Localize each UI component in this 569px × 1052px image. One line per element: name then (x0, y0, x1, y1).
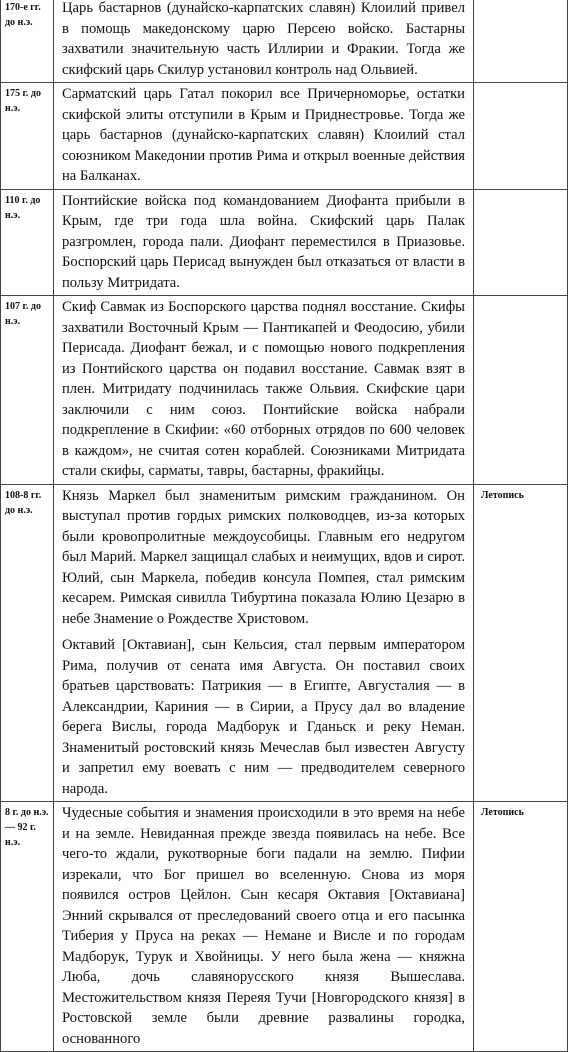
date-cell: 108-8 гг. до н.э. (1, 484, 54, 802)
paragraph: Сарматский царь Гатал покорил все Причерноморье, остатки скифской элиты отступили в Крым и Приднестровье. Тогда же царь бастарнов (дунайско-карпатских славян) Клоилий стал союзником Македонии против Рима и открыл военные действия на Балканах. (62, 86, 465, 184)
paragraph: Чудесные события и знамения происходили в это время на небе и на земле. Невиданная прежде звезда появилась на небе. Все чего-то ждали, рукотворные боги падали на землю. Пифии изрекали, что Бог пришел во вселенную. Снова из моря появился остров Цейлон. Сын кесаря Октавия [Октавиана] Энний скрывался от преследований своего отца и его пасынка Тиберия у Пруса на реках — Немане и Висле и по городам Мадборук, Турук и Хвойницы. У него была жена — княжна Люба, дочь славянорусского князя Вышеслава. Местожительством князя Переяя Тучи [Новгородского князя] в Ростовской земле были древние развалины городка, основанного (62, 805, 465, 1047)
table-row (1, 189, 568, 296)
date-cell: 110 г. до н.э. (1, 189, 54, 296)
source-cell: Летопись (474, 802, 568, 1052)
text-cell (54, 802, 474, 1052)
text-cell (54, 83, 474, 190)
source-cell (474, 296, 568, 485)
source-cell (474, 189, 568, 296)
table-row (1, 0, 568, 83)
text-cell (54, 0, 474, 83)
source-cell (474, 0, 568, 83)
table-row (1, 484, 568, 802)
paragraph: Октавий [Октавиан], сын Кельсия, стал первым императором Рима, получив от сената имя Августа. Он поставил своих братьев царствовать: Патрикия — в Египте, Августалия — в Александрии, Кариния — в Сирии, а Прусу дал во владение берега Вислы, города Мадборук и Гданьск и реку Неман. Знаменитый ростовский князь Мечеслав был известен Августу и запретил ему воевать с ним — предводителем северного народа. (62, 637, 465, 797)
date-cell: 8 г. до н.э. — 92 г. н.э. (1, 802, 54, 1052)
date-cell: 175 г. до н.э. (1, 83, 54, 190)
paragraph: Скиф Савмак из Боспорского царства поднял восстание. Скифы захватили Восточный Крым — Пантикапей и Феодосию, убили Перисада. Диофант бежал, и с помощью нового подкрепления из Понтийского царства он подавил восстание. Савмак взят в плен. Митридату подчинилась также Ольвия. Скифские цари заключили с ним союз. Понтийские войска набрали подкрепление в Скифии: «60 отборных отрядов по 600 человек в каждом», не считая сотен кораблей. Союзниками Митридата стали скифы, сарматы, тавры, бастарны, фракийцы. (62, 299, 465, 479)
text-cell (54, 189, 474, 296)
date-cell: 107 г. до н.э. (1, 296, 54, 485)
table-row (1, 802, 568, 1052)
chronology-table-body (1, 0, 568, 1052)
date-cell: 170-е гг. до н.э. (1, 0, 54, 83)
paragraph: Царь бастарнов (дунайско-карпатских славян) Клоилий привел в помощь македонскому царю Персею войско. Бастарны захватили значительную часть Иллирии и Фракии. Тогда же скифский царь Скилур установил контроль над Ольвией. (62, 0, 465, 78)
table-row (1, 83, 568, 190)
source-cell (474, 83, 568, 190)
text-cell (54, 484, 474, 802)
source-cell: Летопись (474, 484, 568, 802)
paragraph: Князь Маркел был знаменитым римским гражданином. Он выступал против гордых римских полководцев, из-за которых были кровопролитные междоусобицы. Главным его недругом был Марий. Маркел защищал слабых и неимущих, вдов и сирот. Юлий, сын Маркела, победив консула Помпея, стал римским кесарем. Римская сивилла Тибуртина показала Юлию Цезарю в небе Знамение о Рождестве Христовом. (62, 487, 465, 627)
paragraph: Понтийские войска под командованием Диофанта прибыли в Крым, где три года шла война. Скифский царь Палак разгромлен, города пали. Диофант переместился в Приазовье. Боспорский царь Перисад вынужден был отказаться от власти в пользу Митридата. (62, 192, 465, 291)
text-cell (54, 296, 474, 485)
table-row (1, 296, 568, 485)
